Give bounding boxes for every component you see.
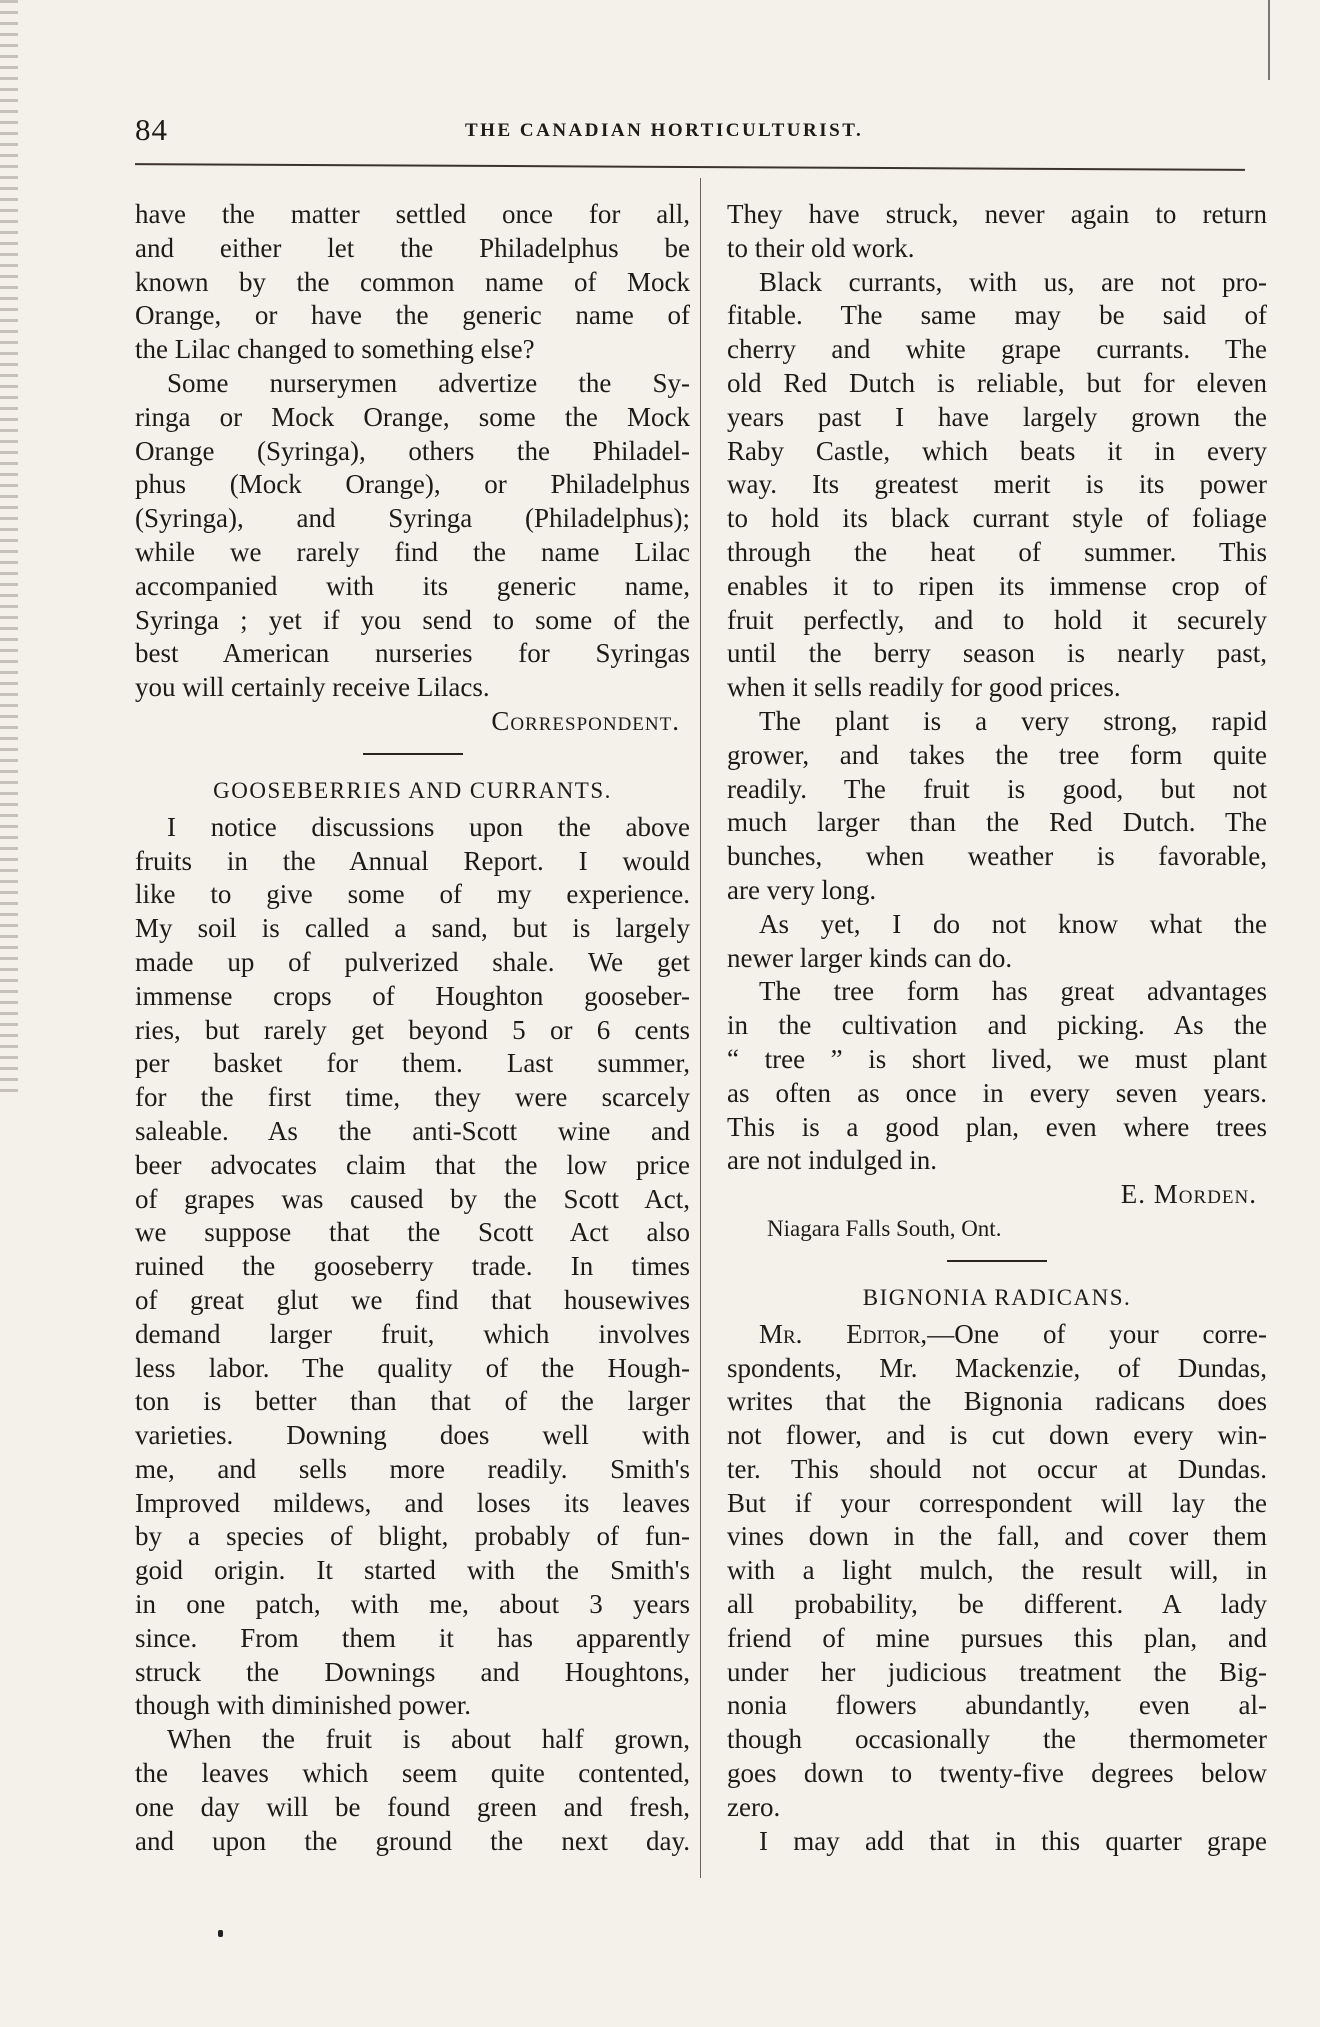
text-line: spondents, Mr. Mackenzie, of Dundas, <box>727 1352 1267 1383</box>
text-line: as often as once in every seven years. <box>727 1077 1267 1108</box>
paragraph-tree-form <box>727 975 1267 1178</box>
text-line: Improved mildews, and loses its leaves <box>135 1487 690 1518</box>
article-body <box>727 1318 1267 1859</box>
text-line: saleable. As the anti-Scott wine and <box>135 1115 690 1146</box>
paragraph-plant <box>727 705 1267 908</box>
text-line: Raby Castle, which beats it in every <box>727 435 1267 466</box>
author-location: Niagara Falls South, Ont. <box>767 1215 1002 1241</box>
text-line: This is a good plan, even where trees <box>727 1111 1267 1142</box>
page-edge-shadow <box>0 0 18 1100</box>
continued-paragraph <box>727 198 1267 266</box>
text-line: until the berry season is nearly past, <box>727 638 1267 669</box>
text-line: Some nurserymen advertize the Sy- <box>167 367 690 398</box>
text-line: fitable. The same may be said of <box>727 300 1267 331</box>
text-line: As yet, I do not know what the <box>759 908 1267 939</box>
running-title: THE CANADIAN HORTICULTURIST. <box>465 120 864 141</box>
paragraph-as-yet <box>727 908 1267 976</box>
text-line: enables it to ripen its immense crop of <box>727 570 1267 601</box>
text-line: in one patch, with me, about 3 years <box>135 1589 690 1620</box>
text-line: in the cultivation and picking. As the <box>727 1010 1267 1041</box>
article-title: GOOSEBERRIES AND CURRANTS. <box>213 777 612 803</box>
text-line: goid origin. It started with the Smith's <box>135 1555 690 1586</box>
text-line: are not indulged in. <box>727 1145 937 1176</box>
text-line: Syringa ; yet if you send to some of the <box>135 604 690 635</box>
text-line: My soil is called a sand, but is largely <box>135 913 690 944</box>
text-line: The tree form has great advantages <box>759 976 1267 1007</box>
text-line: varieties. Downing does well with <box>135 1420 690 1451</box>
text-line: while we rarely find the name Lilac <box>135 536 690 567</box>
text-line: They have struck, never again to return <box>727 199 1267 229</box>
text-line: made up of pulverized shale. We get <box>135 946 690 977</box>
text-line: are very long. <box>727 874 877 905</box>
text-line: the Lilac changed to something else? <box>135 334 535 365</box>
text-line: like to give some of my experience. <box>135 879 690 910</box>
right-column <box>727 198 1267 1858</box>
article-body <box>135 811 690 1859</box>
text-line: have the matter settled once for all, <box>135 199 690 229</box>
text-line: goes down to twenty-five degrees below <box>727 1758 1267 1789</box>
text-line: to hold its black currant style of foliage <box>727 503 1267 534</box>
text-line: ton is better than that of the larger <box>135 1386 690 1417</box>
text-line: struck the Downings and Houghtons, <box>135 1656 690 1687</box>
text-line: I may add that in this quarter grape <box>759 1825 1267 1856</box>
intro-paragraph <box>135 198 690 739</box>
text-line: we suppose that the Scott Act also <box>135 1217 690 1248</box>
text-line: “ tree ” is short lived, we must plant <box>727 1043 1267 1074</box>
text-line: But if your correspondent will lay the <box>727 1487 1267 1518</box>
text-line: Black currants, with us, are not pro- <box>759 266 1267 297</box>
text-line: phus (Mock Orange), or Philadelphus <box>135 469 690 500</box>
correspondent-signature: Correspondent. <box>491 705 680 736</box>
text-line: years past I have largely grown the <box>727 401 1267 432</box>
text-line: though with diminished power. <box>135 1690 471 1721</box>
text-line: one day will be found green and fresh, <box>135 1791 690 1822</box>
section-separator <box>363 753 463 755</box>
column-divider <box>700 178 701 1878</box>
text-line: I notice discussions upon the above <box>167 811 690 842</box>
text-line: you will certainly receive Lilacs. <box>135 672 490 703</box>
text-line: ruined the gooseberry trade. In times <box>135 1251 690 1282</box>
text-line: Orange, or have the generic name of <box>135 300 690 331</box>
text-line <box>727 1318 1267 1352</box>
text-line: accompanied with its generic name, <box>135 570 690 601</box>
text-line: When the fruit is about half grown, <box>167 1724 690 1755</box>
text-line: beer advocates claim that the low price <box>135 1149 690 1180</box>
text-line: ringa or Mock Orange, some the Mock <box>135 401 690 432</box>
paragraph-black-currants <box>727 266 1267 705</box>
text-line: old Red Dutch is reliable, but for eleven <box>727 367 1267 398</box>
section-separator <box>947 1260 1047 1262</box>
text-line: me, and sells more readily. Smith's <box>135 1453 690 1484</box>
text-line: when it sells readily for good prices. <box>727 672 1121 703</box>
page-header <box>135 112 1255 152</box>
salutation: Mr. Editor, <box>759 1318 928 1349</box>
text-line: of grapes was caused by the Scott Act, <box>135 1183 690 1214</box>
text-line: with a light mulch, the result will, in <box>727 1555 1267 1586</box>
text-line: less labor. The quality of the Hough- <box>135 1352 690 1383</box>
text-line: and either let the Philadelphus be <box>135 232 690 263</box>
text-line: The plant is a very strong, rapid <box>759 705 1267 736</box>
author-signature: E. Morden. <box>1120 1179 1257 1210</box>
text-line: best American nurseries for Syringas <box>135 638 690 669</box>
text-line: fruits in the Annual Report. I would <box>135 845 690 876</box>
text-line: zero. <box>727 1791 781 1822</box>
text-line: way. Its greatest merit is its power <box>727 469 1267 500</box>
page-edge-mark <box>1268 0 1270 80</box>
text-line: much larger than the Red Dutch. The <box>727 807 1267 838</box>
first-line-rest: —One of your corre- <box>927 1318 1267 1349</box>
article-title: BIGNONIA RADICANS. <box>862 1284 1132 1310</box>
text-line: bunches, when weather is favorable, <box>727 841 1267 872</box>
text-line: (Syringa), and Syringa (Philadelphus); <box>135 503 690 534</box>
text-line: nonia flowers abundantly, even al- <box>727 1690 1267 1721</box>
text-line: to their old work. <box>727 232 915 263</box>
text-line: not flower, and is cut down every win- <box>727 1420 1267 1451</box>
text-line: grower, and takes the tree form quite <box>727 739 1267 770</box>
text-line: immense crops of Houghton gooseber- <box>135 980 690 1011</box>
text-line: for the first time, they were scarcely <box>135 1082 690 1113</box>
text-line: under her judicious treatment the Big- <box>727 1656 1267 1687</box>
text-line: fruit perfectly, and to hold it securely <box>727 604 1267 635</box>
text-line: though occasionally the thermometer <box>727 1724 1267 1755</box>
text-line: Orange (Syringa), others the Philadel- <box>135 435 690 466</box>
text-line: and upon the ground the next day. <box>135 1825 690 1856</box>
text-line: friend of mine pursues this plan, and <box>727 1622 1267 1653</box>
text-line: per basket for them. Last summer, <box>135 1048 690 1079</box>
text-line: since. From them it has apparently <box>135 1622 690 1653</box>
text-line: by a species of blight, probably of fun- <box>135 1521 690 1552</box>
left-column <box>135 198 690 1858</box>
text-line: the leaves which seem quite contented, <box>135 1758 690 1789</box>
text-line: vines down in the fall, and cover them <box>727 1521 1267 1552</box>
text-line: known by the common name of Mock <box>135 266 690 297</box>
text-line: writes that the Bignonia radicans does <box>727 1386 1267 1417</box>
text-line: demand larger fruit, which involves <box>135 1318 690 1349</box>
text-line: readily. The fruit is good, but not <box>727 773 1267 804</box>
text-line: through the heat of summer. This <box>727 536 1267 567</box>
text-line: ries, but rarely get beyond 5 or 6 cents <box>135 1014 690 1045</box>
text-line: of great glut we find that housewives <box>135 1284 690 1315</box>
text-line: ter. This should not occur at Dundas. <box>727 1453 1267 1484</box>
text-line: cherry and white grape currants. The <box>727 334 1267 365</box>
header-rule <box>135 163 1245 171</box>
page-number: 84 <box>135 112 168 147</box>
text-line: all probability, be different. A lady <box>727 1589 1267 1620</box>
ink-dot <box>218 1930 223 1937</box>
text-line: newer larger kinds can do. <box>727 942 1013 973</box>
